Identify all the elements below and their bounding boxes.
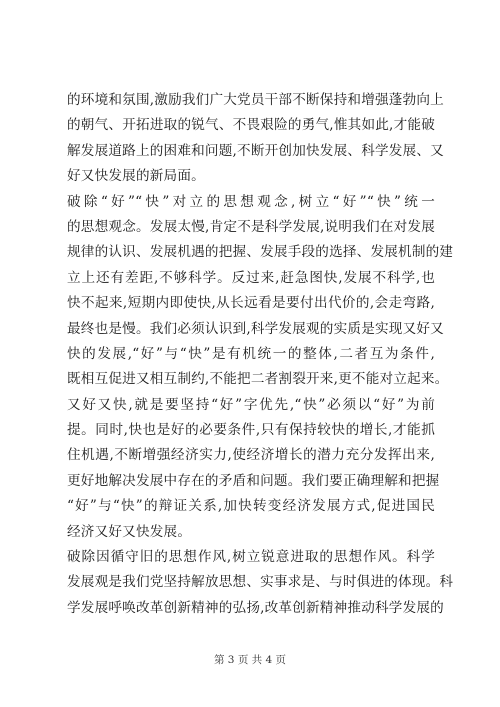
text-line: 的思想观念。发展太慢,肯定不是科学发展,说明我们在对发展 (67, 218, 435, 235)
text-line: 的朝气、开拓进取的锐气、不畏艰险的勇气,惟其如此,才能破 (67, 117, 435, 134)
text-line: 破除因循守旧的思想作风,树立锐意进取的思想作风。科学 (67, 549, 435, 566)
text-line: 学发展呼唤改革创新精神的弘扬,改革创新精神推动科学发展的 (67, 599, 444, 616)
text-line: 最终也是慢。我们必须认识到,科学发展观的实质是实现又好又 (67, 320, 444, 337)
text-line: 快不起来,短期内即使快,从长远看是要付出代价的,会走弯路, (67, 295, 435, 312)
text-line: “好”与“快”的辩证关系,加快转变经济发展方式,促进国民 (67, 498, 435, 515)
page-number: 第 3 页 共 4 页 (213, 654, 287, 666)
text-line: 更好地解决发展中存在的矛盾和问题。我们要正确理解和把握 (67, 472, 440, 489)
body-text (67, 88, 454, 621)
text-line: 既相互促进又相互制约,不能把二者割裂开来,更不能对立起来。 (67, 371, 449, 388)
text-line: 的环境和氛围,激励我们广大党员干部不断保持和增强蓬勃向上 (67, 92, 444, 108)
text-line: 快的发展,“好”与“快”是有机统一的整体,二者互为条件, (67, 345, 435, 362)
text-line: 规律的认识、发展机遇的把握、发展手段的选择、发展机制的建 (67, 244, 454, 261)
text-line: 破除“好”“快”对立的思想观念,树立“好”“快”统一 (67, 193, 435, 210)
text-line: 好又快发展的新局面。 (67, 168, 205, 185)
text-line: 又好又快,就是要坚持“好”字优先,“快”必须以“好”为前 (67, 396, 435, 413)
text-line: 住机遇,不断增强经济实力,使经济增长的潜力充分发挥出来, (67, 447, 435, 464)
text-line: 经济又好又快发展。 (67, 523, 192, 540)
text-line: 提。同时,快也是好的必要条件,只有保持较快的增长,才能抓 (67, 422, 435, 439)
text-line: 发展观是我们党坚持解放思想、实事求是、与时俱进的体现。科 (67, 574, 454, 591)
text-line: 立上还有差距,不够科学。反过来,赶急图快,发展不科学,也 (67, 269, 435, 286)
text-line: 解发展道路上的困难和问题,不断开创加快发展、科学发展、又 (67, 142, 444, 159)
